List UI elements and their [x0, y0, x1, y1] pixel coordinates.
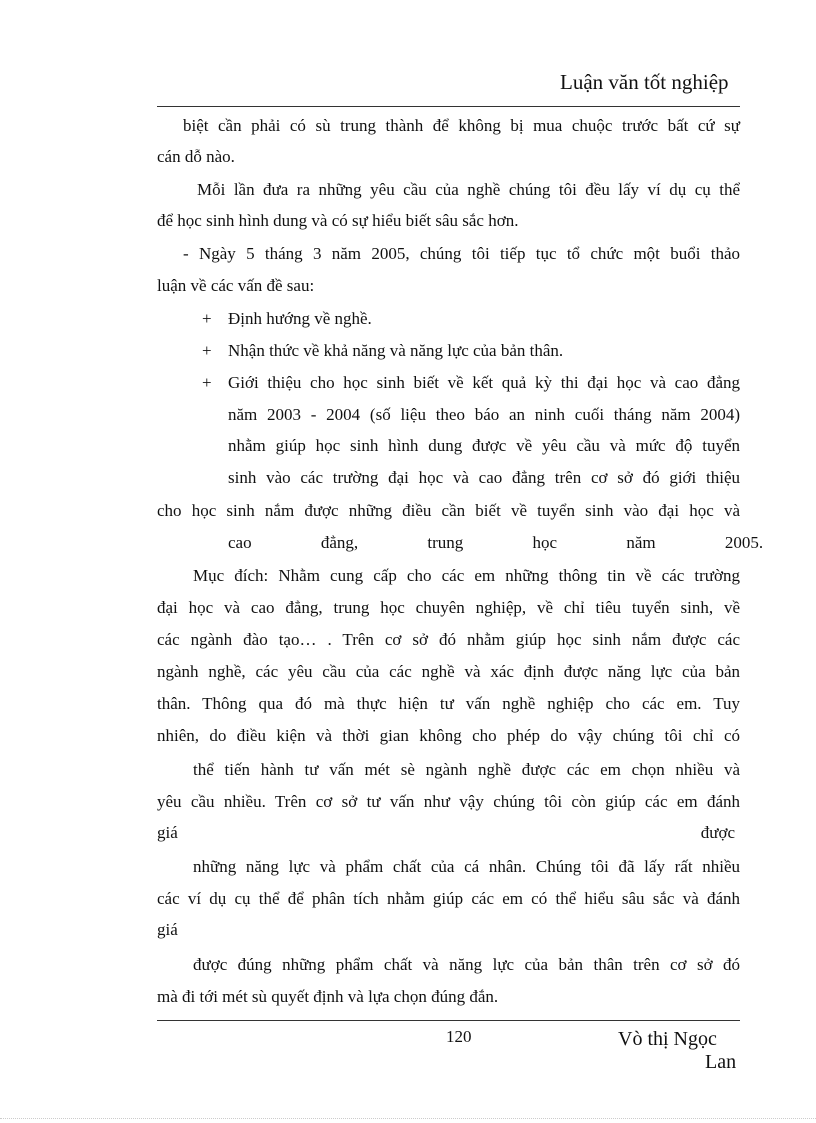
bullet-text: nhằm giúp học sinh hình dung được về yêu cầu và mức độ tuyển: [228, 436, 740, 455]
body-line: cho học sinh nắm được những điều cần biết về tuyển sinh vào đại học và: [157, 501, 740, 520]
author-name-line1: Vò thị Ngọc: [618, 1028, 717, 1050]
body-line: giá được: [157, 823, 735, 842]
body-line: mà đi tới mét sù quyết định và lựa chọn đúng đắn.: [157, 987, 499, 1006]
footer-rule: [157, 1020, 740, 1021]
body-line: biệt cần phải có sù trung thành để không bị mua chuộc trước bất cứ sự: [183, 116, 740, 135]
bullet-text: Định hướng về nghề.: [228, 309, 372, 328]
body-line: cán dỗ nào.: [157, 147, 235, 166]
bullet-text: Giới thiệu cho học sinh biết về kết quả kỳ thi đại học và cao đẳng: [228, 373, 740, 392]
body-line: Mục đích: Nhằm cung cấp cho các em những thông tin về các trường: [193, 566, 740, 585]
body-line: các ví dụ cụ thể để phân tích nhằm giúp các em có thể hiểu sâu sắc và đánh: [157, 889, 740, 908]
body-line: yêu cầu nhiều. Trên cơ sở tư vấn như vậy chúng tôi còn giúp các em đánh: [157, 792, 740, 811]
body-line: thân. Thông qua đó mà thực hiện tư vấn nghề nghiệp cho các em. Tuy: [157, 694, 740, 713]
body-line: nhiên, do điều kiện và thời gian không cho phép do vậy chúng tôi chỉ có: [157, 726, 740, 745]
body-line: - Ngày 5 tháng 3 năm 2005, chúng tôi tiếp tục tổ chức một buổi thảo: [183, 244, 740, 263]
body-line: cao đẳng, trung học năm 2005.: [228, 533, 764, 552]
bullet-text: sinh vào các trường đại học và cao đẳng trên cơ sở đó giới thiệu: [228, 468, 740, 487]
body-line: các ngành đào tạo… . Trên cơ sở đó nhằm giúp học sinh nắm được các: [157, 630, 740, 649]
body-line: đại học và cao đẳng, trung học chuyên nghiệp, về chỉ tiêu tuyển sinh, về: [157, 598, 740, 617]
body-line: giá: [157, 920, 178, 939]
body-line: luận về các vấn đề sau:: [157, 276, 315, 295]
bullet-plus: +: [202, 373, 212, 392]
author-name-line2: Lan: [705, 1051, 737, 1073]
page-number: 120: [446, 1027, 472, 1046]
page-bottom-dotted-edge: [0, 1118, 816, 1119]
body-line: được đúng những phẩm chất và năng lực của bản thân trên cơ sở đó: [193, 955, 740, 974]
body-line: thể tiến hành tư vấn mét sè ngành nghề được các em chọn nhiều và: [193, 760, 740, 779]
body-line: Mỗi lần đưa ra những yêu cầu của nghề chúng tôi đều lấy ví dụ cụ thể: [197, 180, 740, 199]
running-header: Luận văn tốt nghiệp: [560, 70, 729, 94]
header-rule: [157, 106, 740, 107]
body-line: những năng lực và phẩm chất của cá nhân. Chúng tôi đã lấy rất nhiều: [193, 857, 740, 876]
bullet-text: năm 2003 - 2004 (số liệu theo báo an ninh cuối tháng năm 2004): [228, 405, 740, 424]
bullet-text: Nhận thức về khả năng và năng lực của bản thân.: [228, 341, 564, 360]
bullet-plus: +: [202, 309, 212, 328]
body-line: để học sinh hình dung và có sự hiểu biết sâu sắc hơn.: [157, 211, 519, 230]
body-line: ngành nghề, các yêu cầu của các nghề và xác định được năng lực của bản: [157, 662, 740, 681]
bullet-plus: +: [202, 341, 212, 360]
